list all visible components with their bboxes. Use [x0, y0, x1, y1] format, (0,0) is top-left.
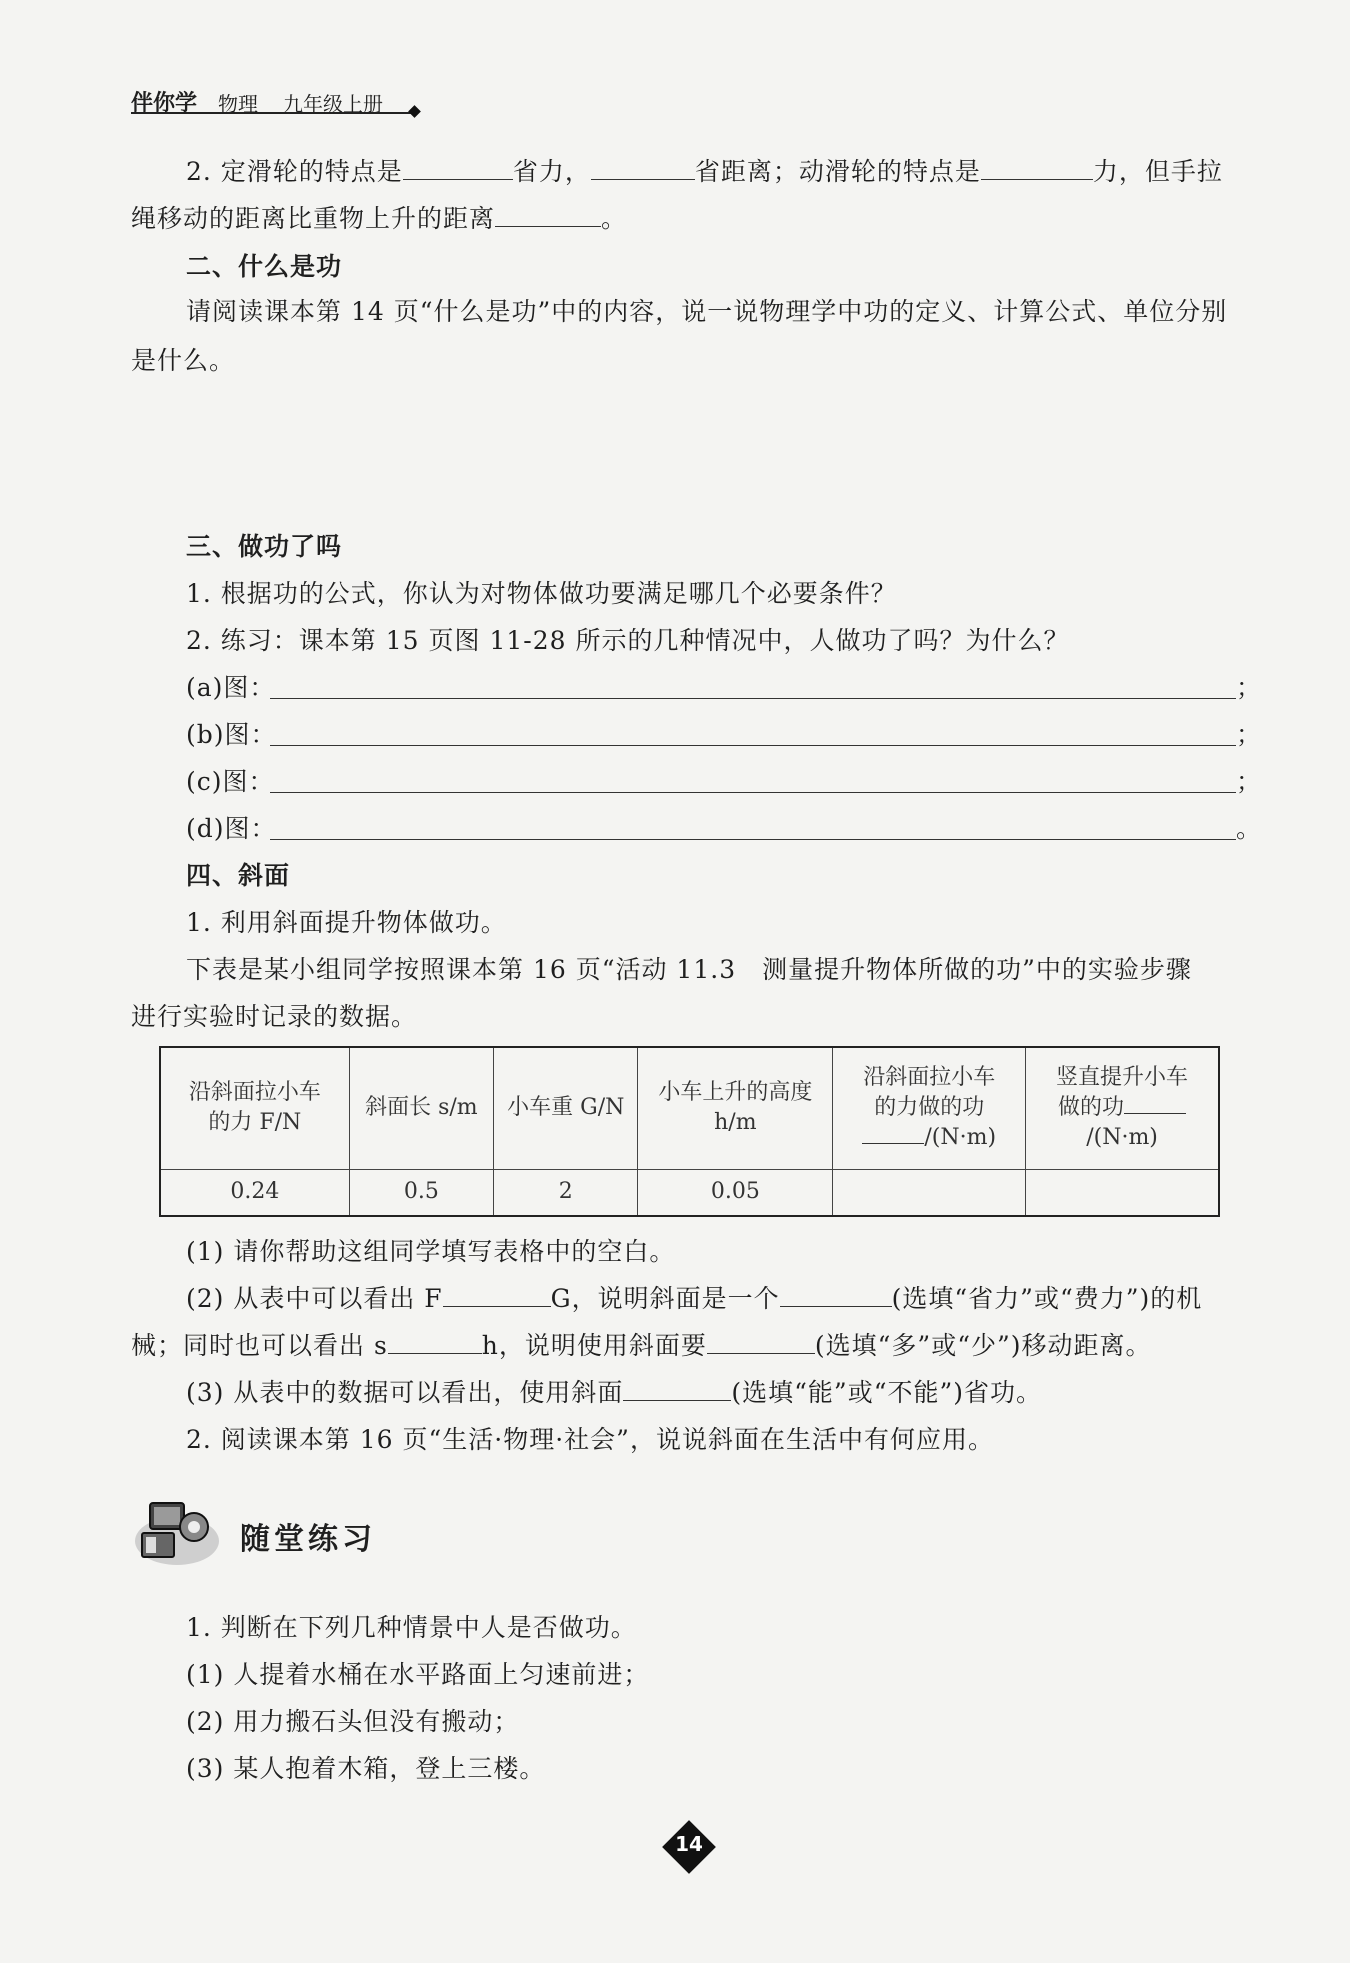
table-header-cell: 小车重 G/N: [494, 1047, 638, 1169]
pulley-question-line2: 绳移动的距离比重物上升的距离 。: [131, 204, 628, 233]
section-4-sub2-line2: 械；同时也可以看出 s h，说明使用斜面要 (选填“多”或“少”)移动距离。: [131, 1331, 1152, 1360]
section-4-sub2-line1: (2) 从表中可以看出 F G，说明斜面是一个 (选填“省力”或“费力”)的机: [186, 1284, 1203, 1313]
answer-label-c: (c)图：: [186, 767, 275, 796]
answer-line-a[interactable]: [270, 698, 1236, 699]
section-3-q2: 2. 练习：课本第 15 页图 11-28 所示的几种情况中，人做功了吗？为什么？: [186, 626, 1070, 655]
practice-q1: 1. 判断在下列几种情景中人是否做功。: [186, 1613, 637, 1642]
answer-line-b[interactable]: [270, 745, 1236, 746]
header-diamond-icon: [408, 105, 421, 118]
table-cell-blank[interactable]: [1026, 1169, 1219, 1216]
table-header-cell: 斜面长 s/m: [349, 1047, 493, 1169]
table-header-cell: 沿斜面拉小车 的力 F/N: [160, 1047, 349, 1169]
section-4-intro-line1: 下表是某小组同学按照课本第 16 页“活动 11.3 测量提升物体所做的功”中的实验步骤: [186, 955, 1192, 984]
answer-end-c: ；: [1236, 767, 1263, 796]
answer-blank[interactable]: [623, 1378, 731, 1401]
table-cell: 2: [494, 1169, 638, 1216]
answer-end-a: ；: [1236, 673, 1263, 702]
section-4-q2: 2. 阅读课本第 16 页“生活·物理·社会”，说说斜面在生活中有何应用。: [186, 1425, 994, 1454]
answer-blank[interactable]: [388, 1331, 482, 1354]
answer-blank[interactable]: [707, 1331, 815, 1354]
answer-label-d: (d)图：: [186, 814, 277, 843]
section-4-sub1: (1) 请你帮助这组同学填写表格中的空白。: [186, 1237, 676, 1266]
practice-item-1: (1) 人提着水桶在水平路面上匀速前进；: [186, 1660, 650, 1689]
header-subject: 物理: [218, 92, 258, 116]
answer-line-c[interactable]: [270, 792, 1236, 793]
answer-blank[interactable]: [780, 1284, 892, 1307]
table-cell: 0.24: [160, 1169, 349, 1216]
answer-blank[interactable]: [591, 157, 695, 180]
answer-end-b: ；: [1236, 720, 1263, 749]
experiment-table: [159, 1046, 1220, 1217]
table-header-cell: 沿斜面拉小车 的力做的功 /(N·m): [833, 1047, 1026, 1169]
pulley-question-line1: 2. 定滑轮的特点是 省力， 省距离；动滑轮的特点是 力，但手拉: [186, 157, 1223, 186]
section-4-q1: 1. 利用斜面提升物体做功。: [186, 908, 507, 937]
table-header-cell: 小车上升的高度 h/m: [638, 1047, 833, 1169]
practice-item-2: (2) 用力搬石头但没有搬动；: [186, 1707, 520, 1736]
table-header-cell: 竖直提升小车 做的功 /(N·m): [1026, 1047, 1219, 1169]
answer-blank[interactable]: [981, 157, 1093, 180]
practice-computer-icon: [132, 1497, 222, 1567]
section-2-body-line1: 请阅读课本第 14 页“什么是功”中的内容，说一说物理学中功的定义、计算公式、单位分别: [186, 297, 1228, 326]
table-row: [160, 1169, 1219, 1216]
section-4-sub3: (3) 从表中的数据可以看出，使用斜面 (选填“能”或“不能”)省功。: [186, 1378, 1043, 1407]
answer-label-b: (b)图：: [186, 720, 277, 749]
answer-line-d[interactable]: [270, 839, 1236, 840]
answer-blank[interactable]: [495, 204, 601, 227]
section-4-title: 四、斜面: [186, 861, 291, 890]
header-grade: 九年级上册: [283, 92, 383, 116]
section-2-body-line2: 是什么。: [131, 346, 236, 375]
unit-blank[interactable]: [862, 1123, 924, 1144]
section-2-title: 二、什么是功: [186, 252, 343, 281]
practice-item-3: (3) 某人抱着木箱，登上三楼。: [186, 1754, 546, 1783]
table-header-row: [160, 1047, 1219, 1169]
page-number-badge: [664, 1822, 714, 1872]
header-brand: 伴你学: [131, 91, 198, 116]
page-number: 14: [675, 1832, 703, 1856]
table-cell-blank[interactable]: [833, 1169, 1026, 1216]
answer-blank[interactable]: [443, 1284, 551, 1307]
header-rule: [131, 112, 413, 114]
table-cell: 0.5: [349, 1169, 493, 1216]
section-3-q1: 1. 根据功的公式，你认为对物体做功要满足哪几个必要条件？: [186, 579, 897, 608]
section-4-intro-line2: 进行实验时记录的数据。: [131, 1002, 418, 1031]
answer-blank[interactable]: [403, 157, 513, 180]
section-3-title: 三、做功了吗: [186, 532, 343, 561]
unit-blank[interactable]: [1124, 1093, 1186, 1114]
answer-label-a: (a)图：: [186, 673, 276, 702]
practice-title: 随堂练习: [240, 1522, 376, 1557]
table-cell: 0.05: [638, 1169, 833, 1216]
answer-end-d: 。: [1236, 814, 1263, 843]
